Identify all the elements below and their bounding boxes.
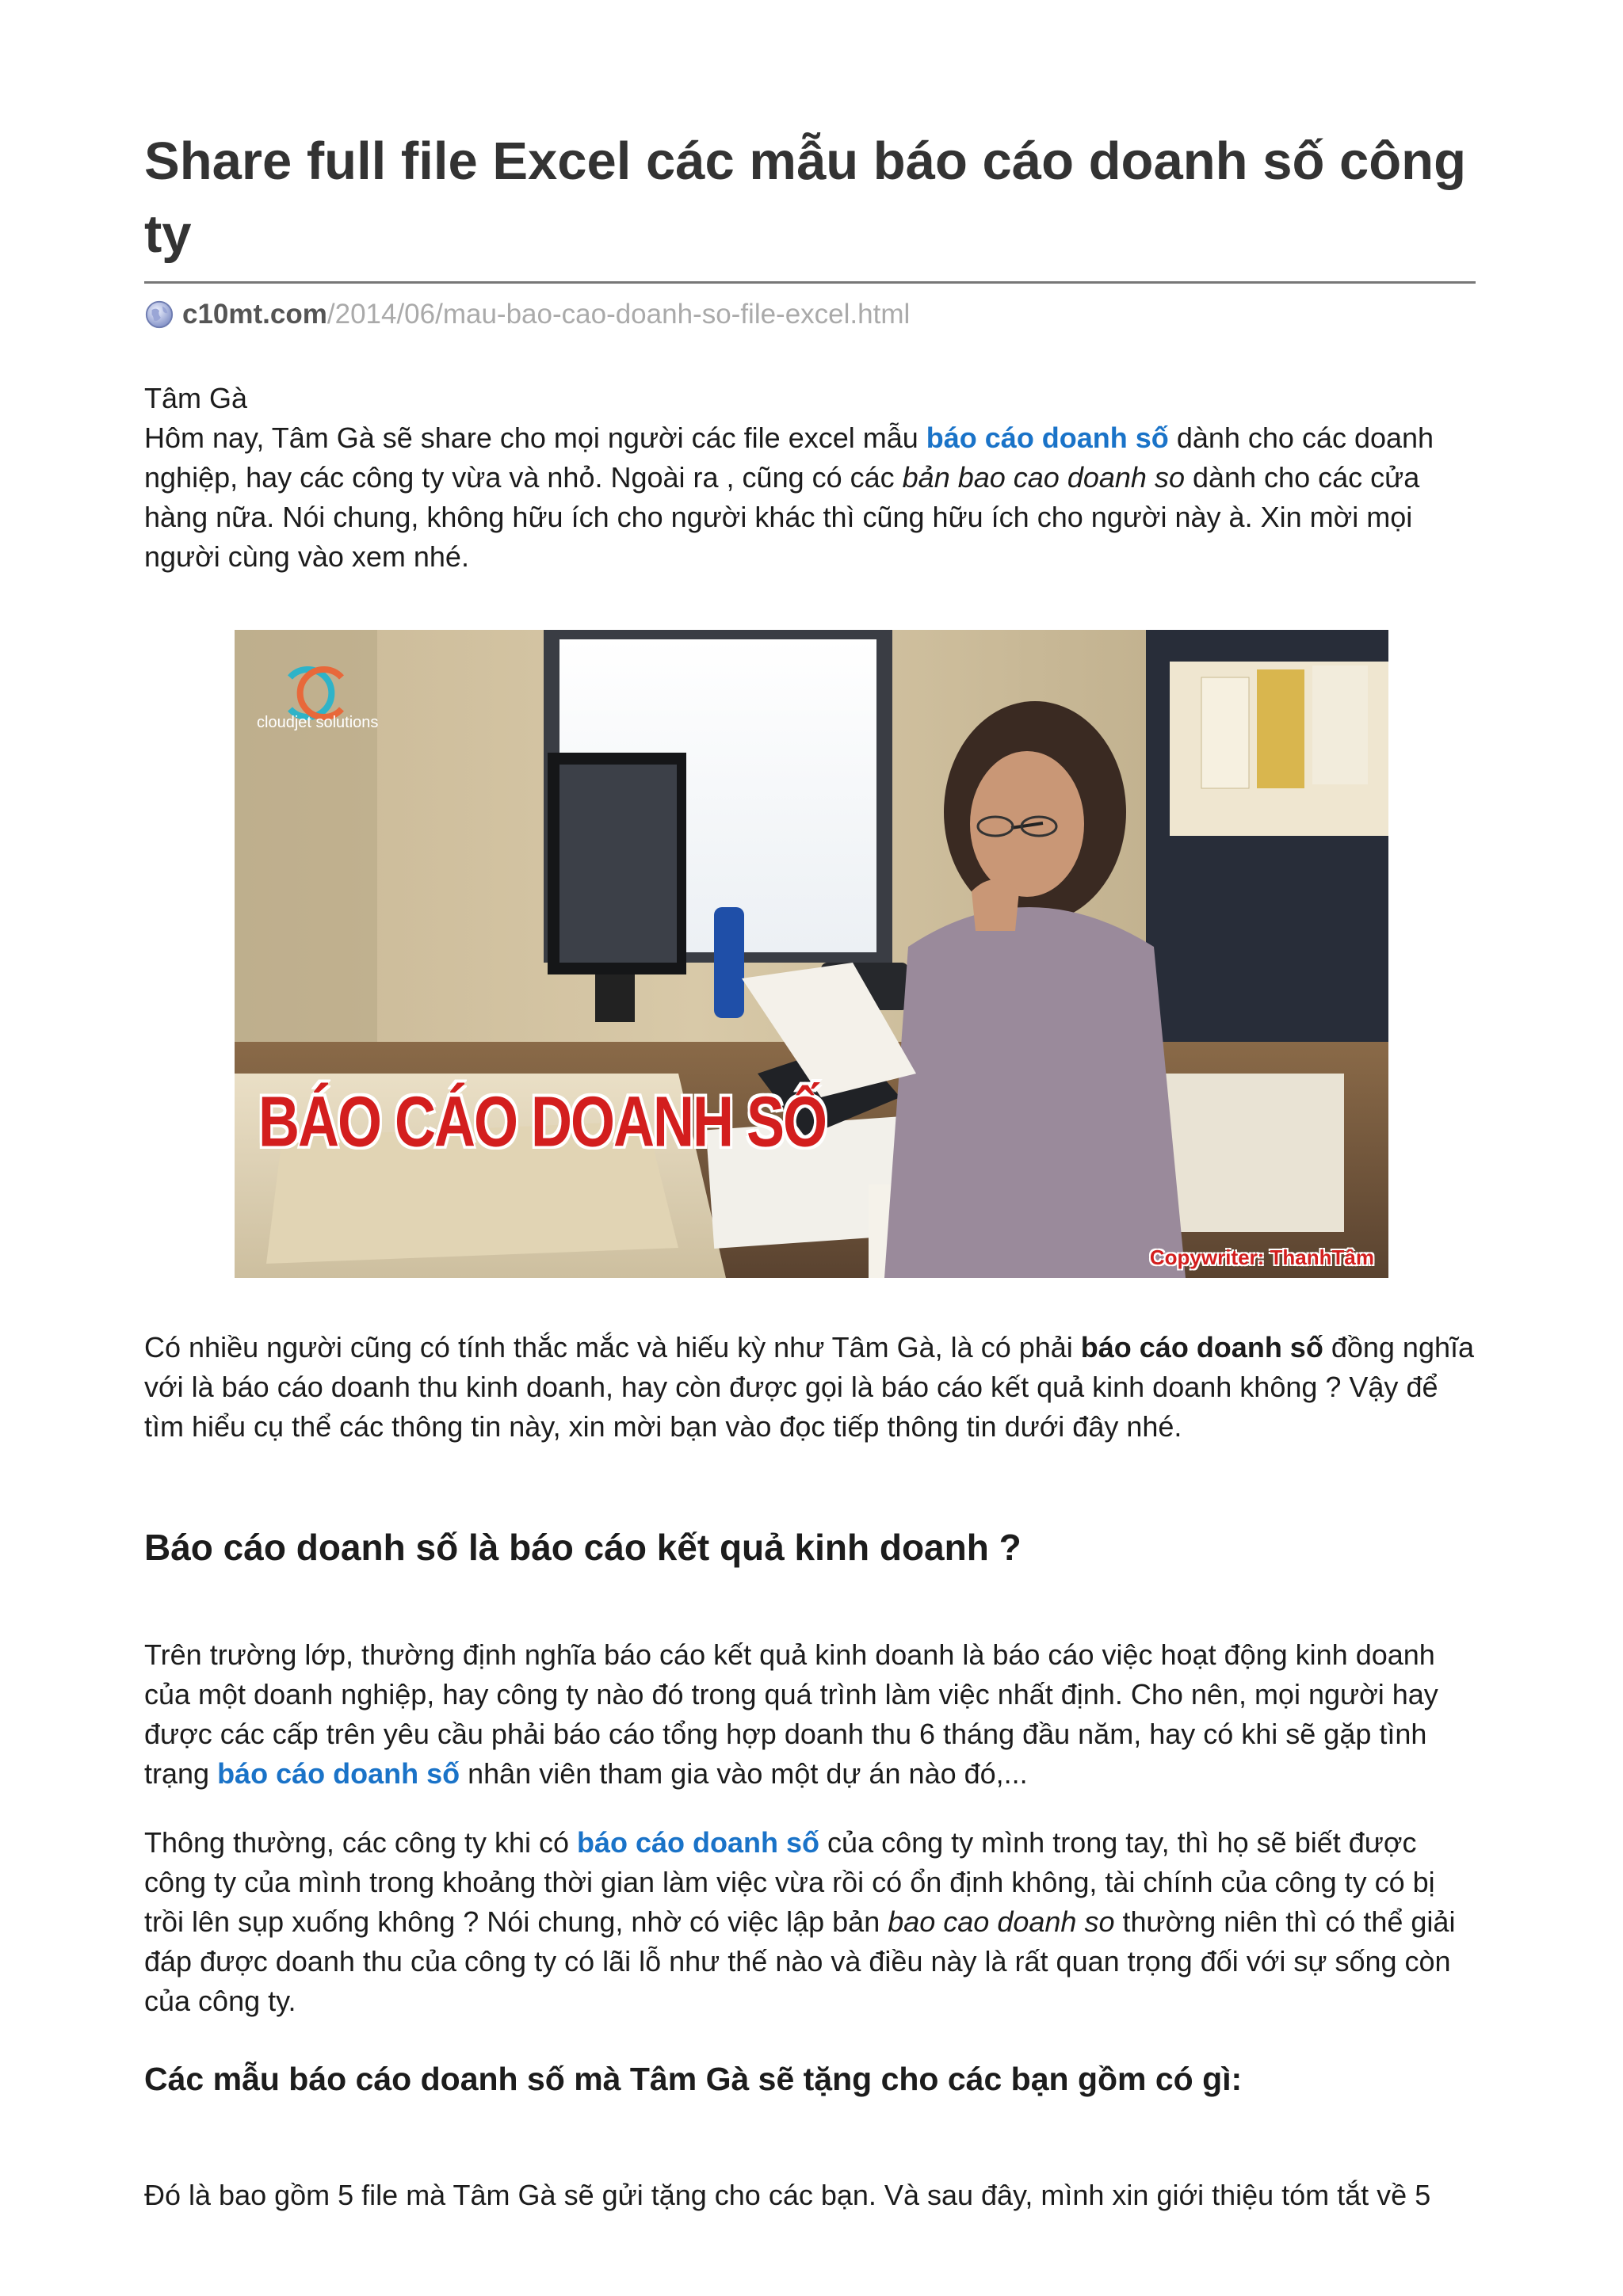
image-logo-text: cloudjet solutions — [257, 714, 379, 731]
para4-emphasis: bao cao doanh so — [888, 1905, 1115, 1938]
paragraph-2 — [144, 1328, 1476, 1447]
paragraph-3 — [144, 1635, 1476, 1794]
globe-icon — [144, 299, 174, 330]
intro-text-2: dành cho các doanh nghiệp, hay các công ty vừa và nhỏ. Ngoài ra , cũng có các — [144, 421, 1434, 494]
author-name: Tâm Gà — [144, 382, 248, 414]
para4-text-3: thường niên thì có thể giải đáp được doanh thu của công ty có lãi lỗ như thế nào và điều này là rất quan trọng đối với sự sống còn của công ty. — [144, 1905, 1456, 2017]
title-divider — [144, 281, 1476, 284]
report-link[interactable]: báo cáo doanh số — [926, 421, 1169, 454]
section-heading-1: Báo cáo doanh số là báo cáo kết quả kinh doanh ? — [144, 1527, 1022, 1568]
article-image — [235, 630, 1388, 1278]
para4-text-1: Thông thường, các công ty khi có — [144, 1826, 577, 1859]
source-path-link[interactable]: /2014/06/mau-bao-cao-doanh-so-file-excel.html — [327, 299, 911, 330]
para2-text-2: đồng nghĩa với là báo cáo doanh thu kinh doanh, hay còn được gọi là báo cáo kết quả kinh doanh không ? Vậy để tìm hiểu cụ thể các thông tin này, xin mời bạn vào đọc tiếp thông tin dưới đây nhé. — [144, 1331, 1475, 1443]
para2-strong: báo cáo doanh số — [1080, 1331, 1323, 1363]
source-line — [144, 296, 910, 334]
image-banner-text: BÁO CÁO DOANH SỐ — [258, 1082, 827, 1162]
para3-text-1: Trên trường lớp, thường định nghĩa báo cáo kết quả kinh doanh là báo cáo việc hoạt động kinh doanh của một doanh nghiệp, hay công ty nào đó trong quá trình làm việc nhất định. Cho nên, mọi người hay được các cấp trên yêu cầu phải báo cáo tổng hợp doanh thu 6 tháng đầu năm, hay có khi sẽ gặp tình trạng — [144, 1638, 1438, 1790]
intro-text-1: Hôm nay, Tâm Gà sẽ share cho mọi người các file excel mẫu — [144, 421, 926, 454]
paragraph-4 — [144, 1823, 1476, 2021]
para4-text-2: của công ty mình trong tay, thì họ sẽ biết được công ty của mình trong khoảng thời gian làm việc vừa rồi có ổn định không, tài chính của công ty có bị trồi lên sụp xuống không ? Nói chung, nhờ có việc lập bản — [144, 1826, 1435, 1938]
page-title: Share full file Excel các mẫu báo cáo doanh số công ty — [144, 132, 1467, 264]
source-domain-link[interactable]: c10mt.com — [182, 299, 327, 330]
intro-paragraph — [144, 418, 1476, 577]
para3-text-2: nhân viên tham gia vào một dự án nào đó,... — [460, 1757, 1028, 1790]
report-link-3[interactable]: báo cáo doanh số — [577, 1826, 820, 1859]
image-credit-text: Copywriter: ThanhTâm — [1149, 1245, 1374, 1269]
report-link-2[interactable]: báo cáo doanh số — [217, 1757, 460, 1790]
section-heading-2: Các mẫu báo cáo doanh số mà Tâm Gà sẽ tặng cho các bạn gồm có gì: — [144, 2061, 1243, 2097]
paragraph-5: Đó là bao gồm 5 file mà Tâm Gà sẽ gửi tặng cho các bạn. Và sau đây, mình xin giới thiệu tóm tắt về 5 — [144, 2179, 1431, 2211]
para2-text-1: Có nhiều người cũng có tính thắc mắc và hiếu kỳ như Tâm Gà, là có phải — [144, 1331, 1081, 1363]
intro-emphasis: bản bao cao doanh so — [902, 461, 1185, 494]
intro-text-3: dành cho các cửa hàng nữa. Nói chung, không hữu ích cho người khác thì cũng hữu ích cho người này à. Xin mời mọi người cùng vào xem nhé. — [144, 461, 1420, 573]
